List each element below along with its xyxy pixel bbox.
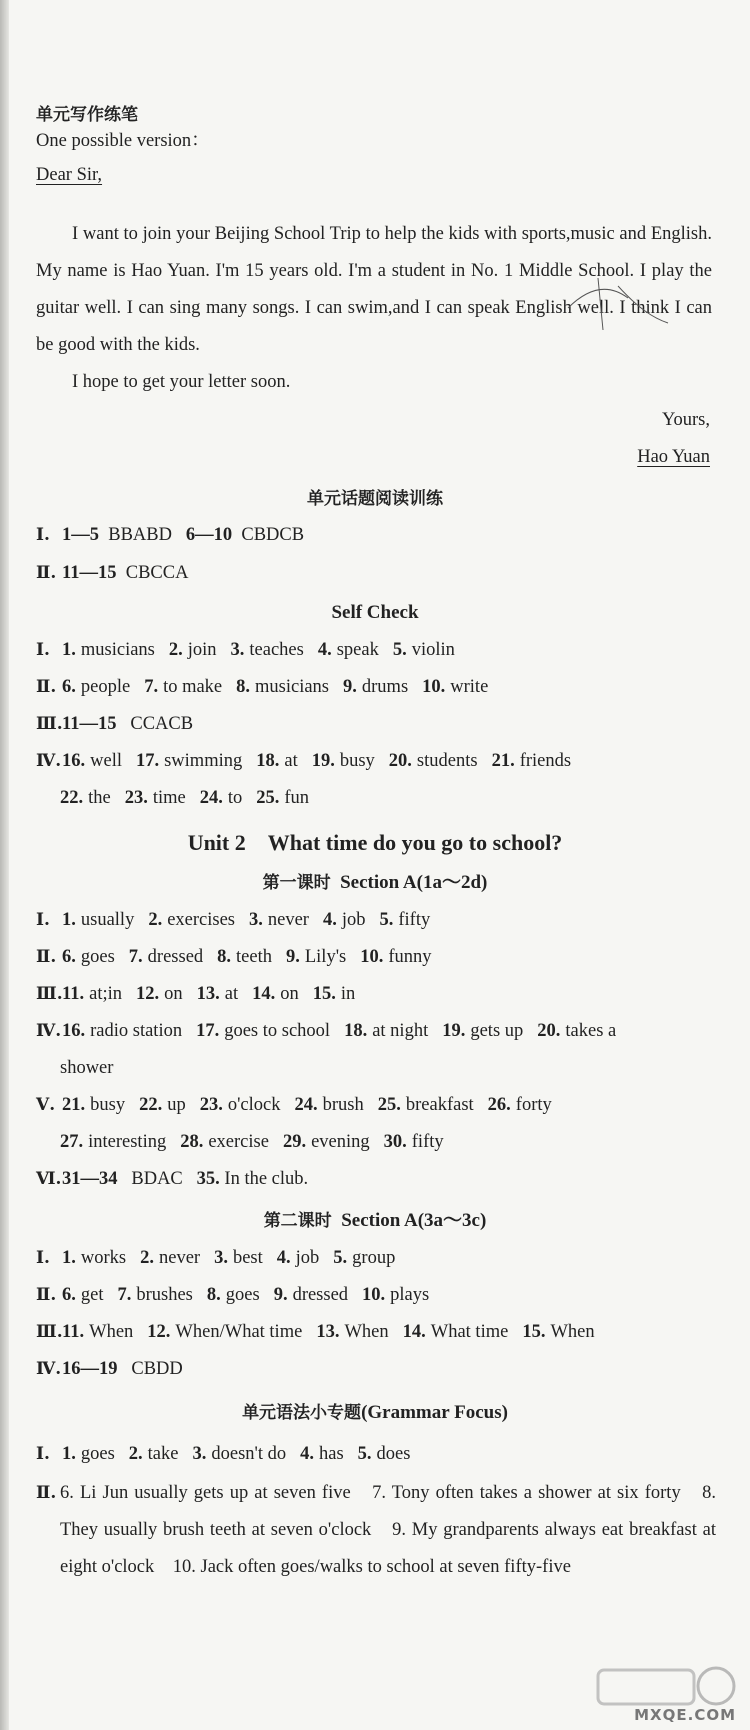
roman-numeral: Ⅳ.: [36, 1021, 62, 1041]
answer-item: [300, 1444, 344, 1464]
self-check-row-4-cont: [60, 785, 714, 811]
grammar-label: 单元语法小专题: [242, 1403, 362, 1423]
item-number: 27.: [60, 1132, 84, 1152]
answer-item: [217, 947, 272, 967]
roman-numeral: Ⅲ.: [36, 984, 63, 1004]
answer-item: [196, 1021, 330, 1041]
item-answer: goes to school: [224, 1021, 331, 1041]
lesson1-row-3: [36, 981, 714, 1007]
lesson1-heading: [0, 870, 750, 896]
item-answer: musicians: [80, 640, 155, 660]
item-answer: When: [89, 1322, 134, 1342]
answer-item: [318, 640, 379, 660]
item-number: 4.: [317, 640, 332, 660]
answer-item: [180, 1132, 269, 1152]
item-number: 24.: [294, 1095, 318, 1115]
writing-heading: 单元写作练笔: [36, 105, 138, 125]
answers: BBABD: [108, 525, 172, 545]
item-number: 8.: [217, 947, 232, 967]
item-answer: funny: [388, 947, 432, 967]
range: 6—10: [185, 525, 233, 545]
item-answer: exercises: [167, 910, 235, 930]
item-answer: busy: [339, 751, 375, 771]
answer-item: [200, 788, 243, 808]
item-answer: friends: [519, 751, 572, 771]
item-answer: has: [319, 1444, 344, 1464]
item-answer: write: [450, 677, 489, 697]
roman-numeral: Ⅵ.: [36, 1169, 62, 1189]
item-number: 23.: [124, 788, 148, 808]
item-answer: drums: [361, 677, 409, 697]
answer-item: [313, 984, 356, 1004]
item-number: 4.: [300, 1444, 314, 1464]
item-answer: at: [284, 751, 298, 771]
grammar-en-label: (Grammar Focus): [361, 1402, 508, 1423]
item-number: 4.: [322, 910, 337, 930]
item-answer: exercise: [208, 1132, 269, 1152]
item-answer: up: [167, 1095, 186, 1115]
item-number: 1.: [62, 1444, 76, 1464]
item-number: 3.: [214, 1248, 228, 1268]
item-answer: dressed: [292, 1285, 349, 1305]
item-number: 16.: [62, 1021, 86, 1041]
item-number: 6.: [62, 677, 76, 697]
item-answer: radio station: [90, 1021, 183, 1041]
item-number: 8.: [236, 677, 251, 697]
item-answer: goes: [80, 947, 115, 967]
range: 31—34: [62, 1169, 118, 1189]
answer-item: [343, 677, 408, 697]
answer-item: [147, 1322, 302, 1342]
item-answer: Lily's: [304, 947, 347, 967]
item-answer: brushes: [136, 1285, 193, 1305]
item-number: 9.: [273, 1285, 288, 1305]
answer-item: [316, 1322, 388, 1342]
answer-item: [488, 1095, 552, 1115]
item-answer: group: [352, 1248, 396, 1268]
self-check-row-1: [36, 637, 714, 663]
item-answer: take: [147, 1444, 179, 1464]
answer-item: [231, 640, 304, 660]
lesson1-row-4: [36, 1018, 714, 1044]
item-number: 8.: [206, 1285, 221, 1305]
answer-item: [200, 1095, 281, 1115]
roman-numeral: Ⅴ.: [36, 1095, 56, 1115]
item-answer: gets up: [470, 1021, 524, 1041]
answer-item: [384, 1132, 444, 1152]
item-answer: What time: [430, 1322, 509, 1342]
answer-item: [129, 1444, 179, 1464]
item-answer: at: [224, 984, 239, 1004]
item-number: 10.: [422, 677, 446, 697]
answer-item: [144, 677, 222, 697]
lesson1-row-5: [36, 1092, 714, 1118]
item-number: 7.: [144, 677, 159, 697]
section-label: Section A(3a～3c): [341, 1210, 487, 1231]
item-number: 24.: [199, 788, 223, 808]
answer-item: [344, 1021, 428, 1041]
item-number: 19.: [311, 751, 335, 771]
answer-item: [256, 751, 297, 771]
roman-numeral: Ⅲ.: [36, 714, 63, 734]
roman-numeral: Ⅲ.: [36, 1322, 63, 1342]
item-answer: teeth: [236, 947, 272, 967]
roman-numeral: Ⅱ.: [36, 947, 57, 967]
roman-numeral: Ⅰ.: [36, 525, 50, 545]
answer-item: [360, 947, 431, 967]
answer-item: [442, 1021, 523, 1041]
item-number: 1.: [62, 910, 76, 930]
answers: CCACB: [130, 714, 194, 734]
answer-item: [62, 947, 115, 967]
item-answer: busy: [90, 1095, 126, 1115]
lesson2-heading: [0, 1208, 750, 1234]
item-number: 7.: [128, 947, 143, 967]
answer-item: [129, 947, 203, 967]
item-answer: goes: [80, 1444, 115, 1464]
watermark-text: MXQE.COM: [634, 1706, 736, 1724]
item-number: 15.: [522, 1322, 546, 1342]
item-answer: in: [340, 984, 356, 1004]
item-number: 2.: [140, 1248, 154, 1268]
item-answer: does: [376, 1444, 411, 1464]
item-number: 2.: [168, 640, 183, 660]
item-answer: fifty: [398, 910, 431, 930]
range: 11—15: [62, 714, 117, 734]
unit-title: Unit 2 What time do you go to school?: [187, 830, 563, 855]
item-number: 22.: [60, 788, 84, 808]
answer-item: [192, 1444, 286, 1464]
item-answer: When: [550, 1322, 595, 1342]
item-answer: dressed: [147, 947, 204, 967]
item-answer: to make: [163, 677, 223, 697]
item-answer: o'clock: [227, 1095, 281, 1115]
item-answer: fifty: [411, 1132, 444, 1152]
item-answer: best: [232, 1248, 263, 1268]
roman-numeral: Ⅱ.: [36, 1285, 57, 1305]
item-answer: usually: [80, 910, 135, 930]
item-number: 11.: [62, 1322, 85, 1342]
reading-row-2: [36, 560, 714, 586]
answer-item: [62, 1021, 182, 1041]
answer-item: [277, 1248, 320, 1268]
answer-item: [252, 984, 299, 1004]
answer-item: [236, 677, 329, 697]
roman-numeral: Ⅳ.: [36, 751, 62, 771]
answer-item: [323, 910, 366, 930]
answer-item: [139, 1095, 186, 1115]
answer-item: [286, 947, 346, 967]
lesson2-row-1: [36, 1245, 714, 1271]
answer-item: [140, 1248, 200, 1268]
roman-numeral: Ⅱ.: [36, 677, 57, 697]
item-number: 1.: [62, 1248, 76, 1268]
item-number: 14.: [402, 1322, 426, 1342]
item-number: 28.: [180, 1132, 204, 1152]
self-check-row-3: [36, 711, 714, 737]
lesson1-row-4-cont: shower: [60, 1058, 114, 1078]
item-answer: When/What time: [175, 1322, 303, 1342]
item-answer: plays: [390, 1285, 430, 1305]
item-answer: When: [344, 1322, 389, 1342]
roman-numeral: Ⅳ.: [36, 1359, 62, 1379]
item-number: 5.: [379, 910, 394, 930]
item-answer: on: [280, 984, 299, 1004]
answer-item: [62, 1444, 115, 1464]
item-answer: fun: [284, 788, 310, 808]
item-answer: breakfast: [405, 1095, 474, 1115]
item-number: 6.: [62, 1285, 76, 1305]
answer-item: [62, 677, 130, 697]
item-answer: time: [152, 788, 186, 808]
answer-item: [136, 984, 183, 1004]
item-answer: the: [88, 788, 111, 808]
item-number: 29.: [282, 1132, 307, 1152]
item-number: 16.: [62, 751, 86, 771]
item-answer: In the club.: [224, 1169, 309, 1189]
item-number: 13.: [316, 1322, 340, 1342]
item-number: 22.: [139, 1095, 163, 1115]
answer-item: [294, 1095, 363, 1115]
item-answer: goes: [225, 1285, 260, 1305]
answer-item: [136, 751, 242, 771]
answer-item: [362, 1285, 429, 1305]
answer-item: [62, 640, 155, 660]
item-number: 25.: [377, 1095, 401, 1115]
item-answer: people: [80, 677, 131, 697]
lesson1-row-2: [36, 944, 714, 970]
item-number: 6.: [62, 947, 76, 967]
item-number: 21.: [62, 1095, 86, 1115]
item-number: 25.: [256, 788, 280, 808]
item-answer: teaches: [249, 640, 304, 660]
item-number: 18.: [344, 1021, 368, 1041]
answer-item: [312, 751, 375, 771]
item-number: 4.: [276, 1248, 291, 1268]
item-number: 13.: [196, 984, 220, 1004]
roman-numeral: Ⅱ.: [36, 563, 57, 583]
range: 11—15: [62, 563, 117, 583]
range: 1—5: [62, 525, 99, 545]
item-answer: on: [164, 984, 183, 1004]
item-number: 30.: [383, 1132, 407, 1152]
answer-item: [62, 1248, 126, 1268]
lesson2-row-3: [36, 1319, 714, 1345]
item-answer: interesting: [88, 1132, 167, 1152]
answer-item: [379, 910, 430, 930]
item-answer: students: [416, 751, 478, 771]
item-number: 12.: [147, 1322, 171, 1342]
answers: CBDD: [131, 1359, 183, 1379]
answer-item: [62, 751, 122, 771]
item-answer: works: [80, 1248, 127, 1268]
lesson1-row-6: [36, 1166, 714, 1192]
item-number: 2.: [128, 1444, 143, 1464]
roman-numeral: Ⅰ.: [36, 1444, 50, 1464]
roman-numeral: Ⅰ.: [36, 1248, 50, 1268]
item-number: 20.: [537, 1021, 561, 1041]
answer-item: [333, 1248, 395, 1268]
answer-item: [117, 1285, 192, 1305]
answer-item: [214, 1248, 263, 1268]
letter-paragraph-2: I hope to get your letter soon.: [72, 372, 291, 392]
item-number: 23.: [199, 1095, 223, 1115]
answers: BDAC: [131, 1169, 183, 1189]
item-number: 1.: [62, 640, 76, 660]
grammar-sentences: 6. Li Jun usually gets up at seven five 7. Tony often takes a shower at six forty 8. They usually brush teeth at seven o'clock 9. My grandparents always eat breakfast at eight o'clock 10. Jack often goes/walks to school at seven fifty-five: [60, 1483, 716, 1577]
item-answer: at;in: [89, 984, 122, 1004]
item-number: 14.: [252, 984, 276, 1004]
item-number: 35.: [196, 1169, 220, 1189]
item-answer: musicians: [255, 677, 330, 697]
item-answer: never: [267, 910, 309, 930]
item-number: 17.: [135, 751, 160, 771]
letter-closing: Yours,: [662, 410, 710, 430]
item-answer: to: [227, 788, 243, 808]
reading-row-1: [36, 522, 714, 548]
item-number: 26.: [487, 1095, 511, 1115]
answer-item: [62, 1095, 125, 1115]
item-answer: well: [90, 751, 122, 771]
item-number: 12.: [136, 984, 160, 1004]
answer-item: [62, 1285, 103, 1305]
item-number: 17.: [196, 1021, 220, 1041]
item-number: 5.: [333, 1248, 348, 1268]
item-number: 2.: [148, 910, 163, 930]
answer-item: [197, 984, 238, 1004]
writing-intro: One possible version：: [36, 131, 210, 151]
item-answer: takes a: [565, 1021, 617, 1041]
range: 16—19: [62, 1359, 118, 1379]
lesson-label: 第一课时: [262, 873, 331, 893]
grammar-heading: [0, 1400, 750, 1426]
answer-item: [283, 1132, 370, 1152]
answers: CBCCA: [125, 563, 189, 583]
answer-item: [62, 910, 134, 930]
item-answer: brush: [322, 1095, 364, 1115]
answer-item: [62, 984, 122, 1004]
answer-item: [125, 788, 186, 808]
answer-item: [60, 1132, 166, 1152]
answer-item: [492, 751, 572, 771]
answer-item: [393, 640, 455, 660]
roman-numeral: Ⅱ.: [36, 1483, 57, 1503]
item-number: 11.: [62, 984, 85, 1004]
roman-numeral: Ⅰ.: [36, 910, 50, 930]
answer-item: [422, 677, 488, 697]
item-number: 18.: [256, 751, 280, 771]
item-number: 9.: [285, 947, 300, 967]
answer-item: [537, 1021, 616, 1041]
self-check-row-4: [36, 748, 714, 774]
item-number: 5.: [357, 1444, 372, 1464]
lesson-label: 第二课时: [263, 1211, 332, 1231]
item-answer: speak: [336, 640, 379, 660]
letter-paragraph-1: I want to join your Beijing School Trip to help the kids with sports,music and English. My name is Hao Yuan. I'm 15 years old. I'm a student in No. 1 Middle School. I play the guitar well. I can sing many songs. I can swim,and I can speak English well. I think I can be good with the kids.: [36, 224, 712, 355]
lesson2-row-4: [36, 1356, 714, 1382]
answer-item: [207, 1285, 260, 1305]
page-binding-edge: [0, 0, 9, 1730]
item-answer: job: [341, 910, 366, 930]
item-number: 3.: [192, 1444, 207, 1464]
item-number: 3.: [230, 640, 245, 660]
answer-item: [169, 640, 217, 660]
reading-heading: 单元话题阅读训练: [307, 489, 443, 509]
item-answer: doesn't do: [211, 1444, 287, 1464]
item-number: 21.: [491, 751, 515, 771]
item-answer: at night: [372, 1021, 429, 1041]
section-label: Section A(1a～2d): [340, 872, 488, 893]
lesson1-row-5-cont: [60, 1129, 714, 1155]
item-number: 10.: [362, 1285, 386, 1305]
grammar-row-2: [36, 1475, 716, 1586]
grammar-row-1: [36, 1441, 714, 1467]
self-check-heading: Self Check: [331, 602, 419, 623]
answer-item: [358, 1444, 411, 1464]
item-answer: job: [295, 1248, 320, 1268]
answer-item: [249, 910, 309, 930]
letter-signature: Hao Yuan: [637, 447, 710, 467]
answer-item: [522, 1322, 594, 1342]
item-answer: evening: [311, 1132, 370, 1152]
answer-item: [62, 1322, 133, 1342]
item-number: 20.: [388, 751, 412, 771]
item-answer: get: [80, 1285, 104, 1305]
lesson2-row-2: [36, 1282, 714, 1308]
answer-item: [60, 788, 111, 808]
item-number: 5.: [392, 640, 407, 660]
item-answer: join: [187, 640, 217, 660]
item-answer: swimming: [164, 751, 243, 771]
item-number: 19.: [442, 1021, 466, 1041]
item-number: 15.: [312, 984, 336, 1004]
answer-item: [148, 910, 235, 930]
roman-numeral: Ⅰ.: [36, 640, 50, 660]
item-number: 3.: [249, 910, 263, 930]
handwritten-pencil-mark: [558, 268, 678, 338]
self-check-row-2: [36, 674, 714, 700]
item-answer: violin: [411, 640, 455, 660]
answer-item: [256, 788, 309, 808]
item-answer: forty: [515, 1095, 552, 1115]
answer-item: [389, 751, 478, 771]
answer-item: [378, 1095, 474, 1115]
lesson1-row-1: [36, 907, 714, 933]
item-answer: never: [158, 1248, 201, 1268]
answer-item: [403, 1322, 509, 1342]
answer-item: [274, 1285, 348, 1305]
item-number: 10.: [360, 947, 384, 967]
item-number: 9.: [343, 677, 357, 697]
salutation: Dear Sir,: [36, 165, 103, 185]
answers: CBDCB: [241, 525, 305, 545]
item-number: 7.: [117, 1285, 132, 1305]
